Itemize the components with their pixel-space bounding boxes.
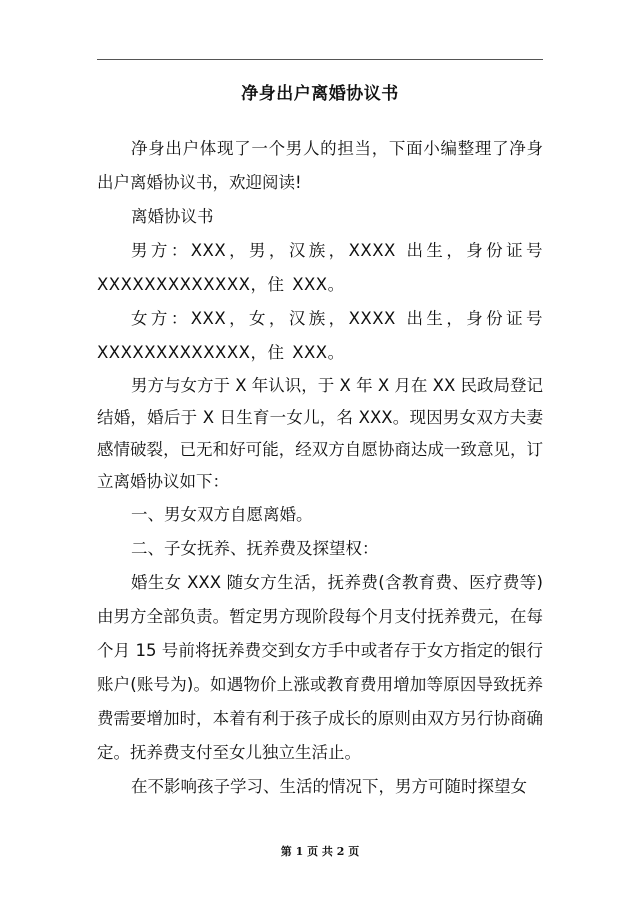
agreement-heading: 离婚协议书 (131, 207, 214, 226)
clause-two-heading: 二、子女抚养、抚养费及探望权： (131, 539, 379, 558)
background-paragraph: 男方与女方于 X 年认识，于 X 年 X 月在 XX 民政局登记结婚，婚后于 X 日生育一女儿，名 XXX。现因男女双方夫妻感情破裂，已无和好可能，经双方自愿协商达成一致意见，订立离婚协议如下： (97, 376, 543, 491)
header-rule (97, 59, 543, 60)
husband-info-paragraph: 男方：XXX，男，汉族，XXXX 出生，身份证号 XXXXXXXXXXXXX，住 XXX。 (97, 241, 543, 294)
visitation-paragraph: 在不影响孩子学习、生活的情况下，男方可随时探望女 (131, 777, 527, 796)
document-body (97, 132, 543, 804)
clause-one: 一、男女双方自愿离婚。 (131, 505, 313, 524)
wife-info-paragraph: 女方：XXX，女，汉族，XXXX 出生，身份证号 XXXXXXXXXXXXX，住 XXX。 (97, 309, 543, 362)
child-support-paragraph: 婚生女 XXX 随女方生活，抚养费(含教育费、医疗费等)由男方全部负责。暂定男方现阶段每个月支付抚养费元，在每个月 15 号前将抚养费交到女方手中或者存于女方指定的银行账户(账号为)。如遇物价上涨或教育费用增加等原因导致抚养费需要增加时，本着有利于孩子成长的原则由双方另行协商确定。抚养费支付至女儿独立生活止。 (97, 573, 543, 762)
intro-paragraph: 净身出户体现了一个男人的担当，下面小编整理了净身出户离婚协议书，欢迎阅读! (97, 139, 543, 192)
document-title: 净身出户离婚协议书 (241, 84, 399, 104)
page-number: 第 1 页 共 2 页 (280, 845, 360, 858)
